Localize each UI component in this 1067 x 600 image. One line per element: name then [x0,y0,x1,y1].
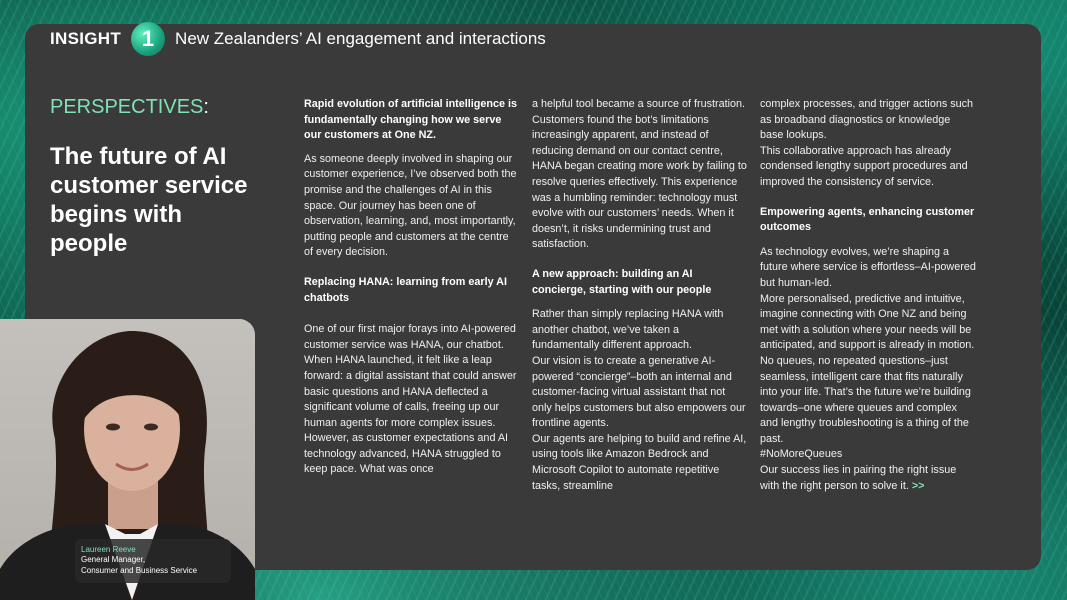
column3-paragraph-4: More personalised, predictive and intuitive, imagine connecting with One NZ and being met with a solution where your needs will be anticipated, and support is already in motion. [760,292,975,352]
insight-label: INSIGHT [50,29,122,48]
column3-paragraph-5: No queues, no repeated questions–just seamless, intelligent care that fits naturally into your life. That’s the future we’re building towards–one where queues and complex and lengthy troubleshooting is a thing of the past. [760,354,971,445]
column2-paragraph-2: Rather than simply replacing HANA with another chatbot, we’ve taken a fundamentally different approach. [532,308,724,352]
person-role-line2: Consumer and Business Service [81,565,198,575]
column3-heading: Empowering agents, enhancing customer outcomes [760,205,975,234]
person-name: Laureen Reeve [81,545,136,554]
article-column-2 [532,97,748,494]
person-caption [75,539,231,583]
column2-paragraph-4: Our agents are helping to build and refine AI, using tools like Amazon Bedrock and Microsoft Copilot to automate repetitive tasks, streamline [532,432,747,492]
column1-paragraph-2: One of our first major forays into AI-powered customer service was HANA, our chatbot. When HANA launched, it felt like a leap forward: a digital assistant that could answer basic questions and HANA deflected a significant volume of calls, freeing up our human agents for more complex issues. [304,323,517,429]
insight-title: New Zealanders’ AI engagement and interactions [175,29,546,48]
insight-header [50,22,546,56]
section-label [50,96,209,119]
section-label-colon: : [203,96,209,118]
column3-hashtag: #NoMoreQueues [760,448,843,461]
insight-number-badge: 1 [131,22,165,56]
person-role-line1: General Manager, [81,555,146,564]
column1-paragraph-3: However, as customer expectations and AI technology advanced, HANA struggled to keep pace. What was once [304,432,509,476]
column3-paragraph-1: complex processes, and trigger actions such as broadband diagnostics or knowledge base lookups. [760,98,974,142]
column1-paragraph-1: As someone deeply involved in shaping our customer experience, I’ve observed both the promise and the challenges of AI in this space. Our journey has been one of observation, learning, and, most importantly, putting people and customers at the centre of every decision. [304,152,517,259]
article-intro: Rapid evolution of artificial intelligence is fundamentally changing how we serve our customers at One NZ. [304,98,517,142]
column3-closing [760,463,976,494]
column2-paragraph-1: a helpful tool became a source of frustration. Customers found the bot’s limitations increasingly apparent, and instead of reducing demand on our contact centre, HANA began creating more work by failing to resolve queries effectively. This experience was a humbling reminder: technology must evolve with our customers’ needs. When it doesn’t, it risks undermining trust and satisfaction. [532,98,747,251]
article-column-3 [760,97,976,494]
column3-paragraph-3: As technology evolves, we’re shaping a future where service is effortless–AI-powered but human-led. [760,245,976,289]
column3-paragraph-2: This collaborative approach has already condensed lengthy support procedures and improved the consistency of service. [760,144,968,188]
column3-paragraph-6: Our success lies in pairing the right issue with the right person to solve it. [760,464,957,492]
article-column-1 [304,97,520,478]
continue-chevron-icon: >> [911,479,925,492]
column1-heading: Replacing HANA: learning from early AI chatbots [304,275,507,304]
column2-heading: A new approach: building an AI concierge, starting with our people [532,267,712,296]
article-headline: The future of AI customer service begins with people [50,143,248,257]
column2-paragraph-3: Our vision is to create a generative AI-powered “concierge”–both an internal and customer-facing virtual assistant that not only helps customers but also empowers our frontline agents. [532,354,746,430]
section-label-text: PERSPECTIVES [50,96,204,118]
